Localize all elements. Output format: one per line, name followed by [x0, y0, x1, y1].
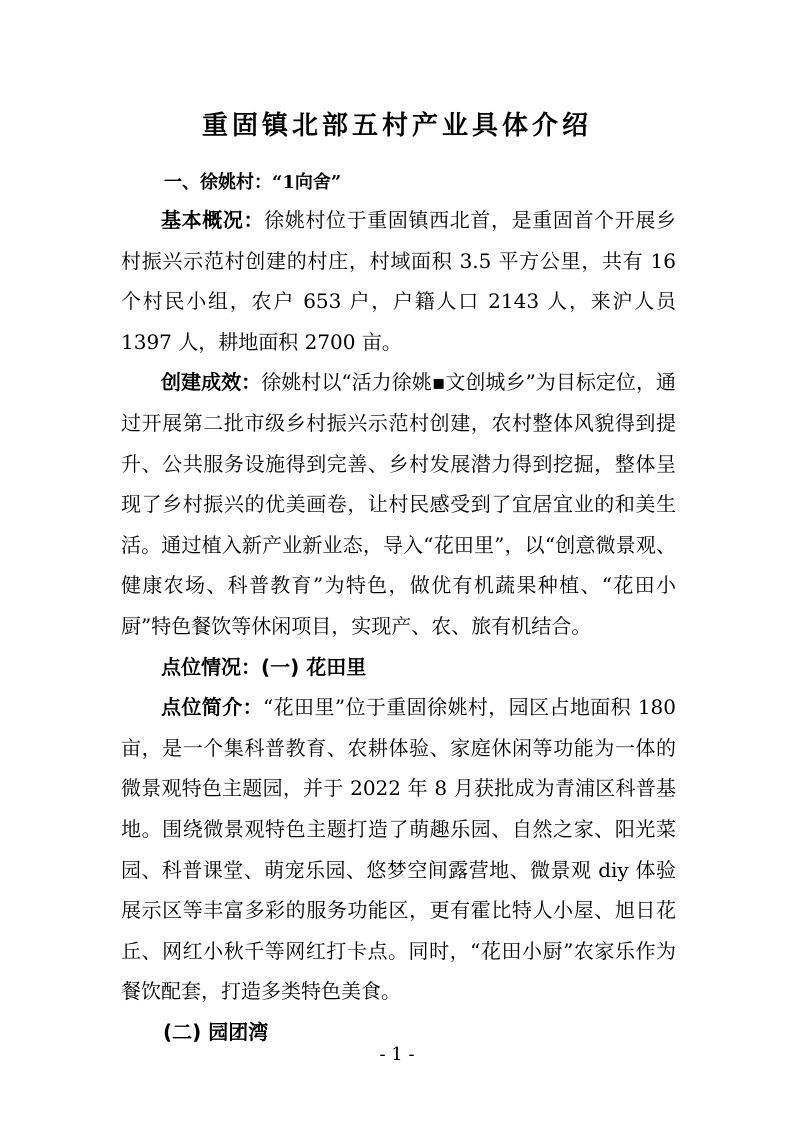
paragraph-label: 创建成效：: [161, 370, 262, 395]
paragraph-achievements: [121, 362, 676, 646]
paragraph-basic-overview: [121, 200, 676, 362]
page-number: - 1 -: [379, 1044, 415, 1065]
document-title: 重固镇北部五村产业具体介绍: [201, 111, 592, 141]
point-situation-heading: 点位情况：(一) 花田里: [161, 654, 367, 679]
paragraph-text: “花田里”位于重固徐姚村，园区占地面积 180 亩，是一个集科普教育、农耕体验、家庭休闲等功能为一体的微景观特色主题园，并于 2022 年 8 月获批成为青浦区科普基地。围绕微景观特色主题打造了萌趣乐园、自然之家、阳光菜园、科普课堂、萌宠乐园、悠梦空间露营地、微景观 diy 体验展示区等丰富多彩的服务功能区，更有霍比特人小屋、旭日花丘、网红小秋千等网红打卡点。同时，“花田小厨”农家乐作为餐饮配套，打造多类特色美食。: [121, 695, 677, 1004]
paragraph-text: 徐姚村以“活力徐姚▪文创城乡”为目标定位，通过开展第二批市级乡村振兴示范村创建，农村整体风貌得到提升、公共服务设施得到完善、乡村发展潜力得到挖掘，整体呈现了乡村振兴的优美画卷，让村民感受到了宜居宜业的和美生活。通过植入新产业新业态，导入“花田里”，以“创意微景观、健康农场、科普教育”为特色，做优有机蔬果种植、“花田小厨”特色餐饮等休闲项目，实现产、农、旅有机结合。: [121, 370, 677, 638]
section-heading-xuyao-village: 一、徐姚村：“1向舍”: [164, 172, 342, 193]
subsection-heading-yuantuanwan: (二) 园团湾: [163, 1019, 269, 1044]
paragraph-text: 徐姚村位于重固镇西北首，是重固首个开展乡村振兴示范村创建的村庄，村域面积 3.5 平方公里，共有 16 个村民小组，农户 653 户，户籍人口 2143 人，来沪人员 1397 人，耕地面积 2700 亩。: [121, 208, 676, 354]
paragraph-label: 基本概况：: [161, 208, 265, 232]
paragraph-point-intro: [121, 687, 676, 1012]
paragraph-label: 点位简介：: [161, 695, 264, 720]
document-body: [121, 200, 676, 1052]
